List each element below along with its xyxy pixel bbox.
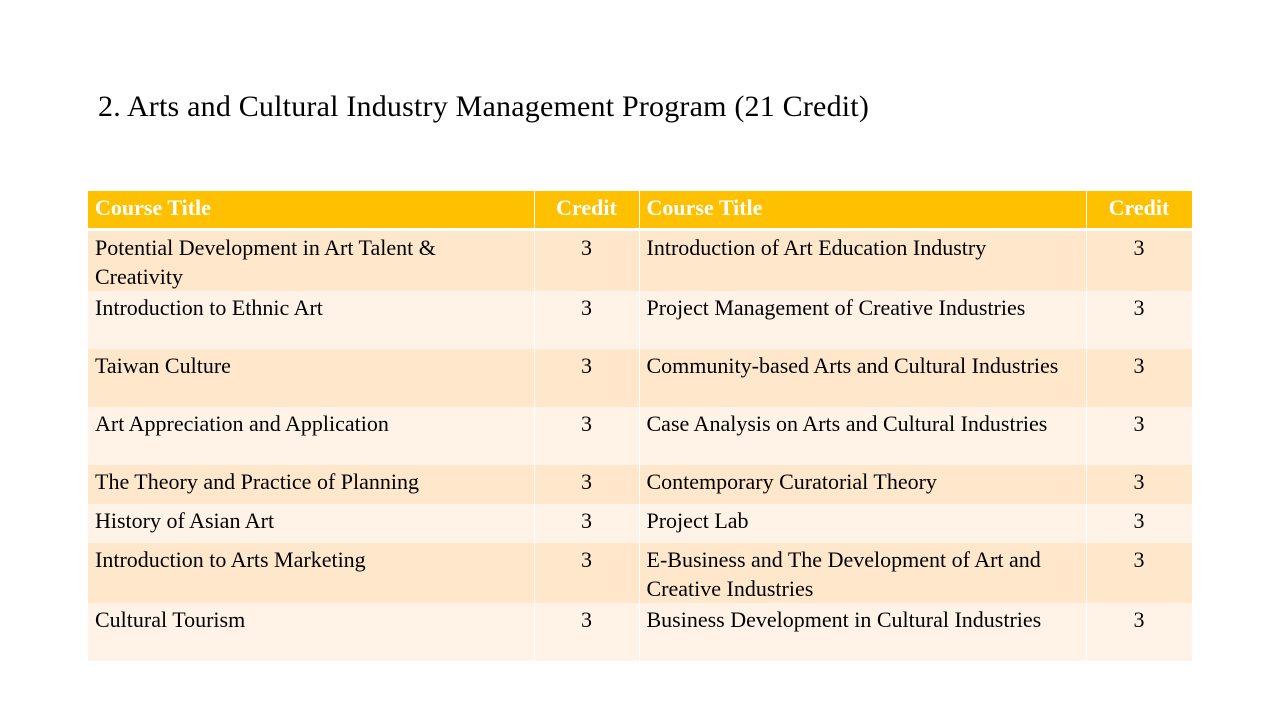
credit-cell: 3 bbox=[534, 603, 639, 661]
table-row bbox=[88, 504, 1192, 543]
course-title-cell: Community-based Arts and Cultural Industries bbox=[639, 349, 1086, 407]
table-row bbox=[88, 349, 1192, 407]
course-table bbox=[88, 191, 1193, 661]
credit-cell: 3 bbox=[534, 504, 639, 543]
course-title-cell: E-Business and The Development of Art and Creative Industries bbox=[639, 543, 1086, 603]
table-header-row bbox=[88, 191, 1192, 229]
credit-cell: 3 bbox=[534, 229, 639, 291]
header-course-title-right: Course Title bbox=[639, 191, 1086, 229]
credit-cell: 3 bbox=[1086, 229, 1192, 291]
credit-cell: 3 bbox=[1086, 349, 1192, 407]
course-title-cell: Art Appreciation and Application bbox=[88, 407, 534, 465]
credit-cell: 3 bbox=[1086, 543, 1192, 603]
course-title-cell: The Theory and Practice of Planning bbox=[88, 465, 534, 504]
table-row bbox=[88, 229, 1192, 291]
table-row bbox=[88, 465, 1192, 504]
course-title-cell: Introduction to Arts Marketing bbox=[88, 543, 534, 603]
course-title-cell: Taiwan Culture bbox=[88, 349, 534, 407]
credit-cell: 3 bbox=[1086, 465, 1192, 504]
table-row bbox=[88, 543, 1192, 603]
credit-cell: 3 bbox=[1086, 291, 1192, 349]
course-title-cell: Introduction of Art Education Industry bbox=[639, 229, 1086, 291]
course-title-cell: Potential Development in Art Talent & Creativity bbox=[88, 229, 534, 291]
course-title-cell: Project Lab bbox=[639, 504, 1086, 543]
credit-cell: 3 bbox=[1086, 504, 1192, 543]
table-row bbox=[88, 407, 1192, 465]
course-title-cell: Cultural Tourism bbox=[88, 603, 534, 661]
header-credit-right: Credit bbox=[1086, 191, 1192, 229]
header-course-title-left: Course Title bbox=[88, 191, 534, 229]
credit-cell: 3 bbox=[534, 349, 639, 407]
course-title-cell: Case Analysis on Arts and Cultural Industries bbox=[639, 407, 1086, 465]
credit-cell: 3 bbox=[1086, 407, 1192, 465]
table-row bbox=[88, 291, 1192, 349]
slide-title: 2. Arts and Cultural Industry Management Program (21 Credit) bbox=[98, 90, 870, 123]
course-title-cell: Contemporary Curatorial Theory bbox=[639, 465, 1086, 504]
credit-cell: 3 bbox=[534, 465, 639, 504]
table-row bbox=[88, 603, 1192, 661]
course-title-cell: Introduction to Ethnic Art bbox=[88, 291, 534, 349]
course-title-cell: Project Management of Creative Industries bbox=[639, 291, 1086, 349]
credit-cell: 3 bbox=[534, 543, 639, 603]
course-title-cell: History of Asian Art bbox=[88, 504, 534, 543]
credit-cell: 3 bbox=[534, 407, 639, 465]
credit-cell: 3 bbox=[534, 291, 639, 349]
course-title-cell: Business Development in Cultural Industries bbox=[639, 603, 1086, 661]
credit-cell: 3 bbox=[1086, 603, 1192, 661]
header-credit-left: Credit bbox=[534, 191, 639, 229]
